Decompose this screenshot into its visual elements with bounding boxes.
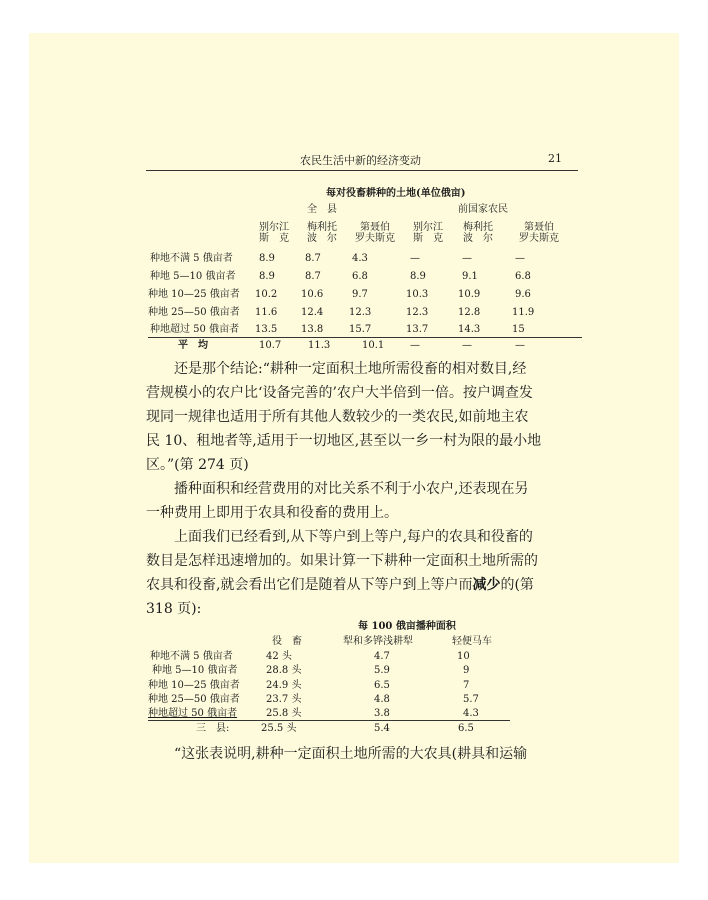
emphasis-text: 减少 [472,577,501,593]
table-1-caption: 每对役畜耕种的土地(单位俄亩) [326,188,466,199]
table-1-col-header: 第聂伯 罗夫斯克 [355,222,395,244]
table-1-rule [148,337,582,338]
table-2-col-header: 轻便马车 [452,636,492,647]
table-1-col-header: 别尔江 斯 克 [259,222,289,244]
body-text-2: “这张表说明,耕种一定面积土地所需的大农具(耕具和运输 [174,746,528,762]
table-1-col-header: 梅利托 波 尔 [307,222,337,244]
table-1-group-right: 前国家农民 [458,204,508,215]
running-header-title: 农民生活中新的经济变动 [300,154,421,167]
table-2-caption: 每 100 俄亩播种面积 [358,621,456,632]
table-1-col-header: 梅利托 波 尔 [463,222,493,244]
page-number: 21 [548,152,562,165]
table-1-col-header: 别尔江 斯 克 [413,222,443,244]
table-1-group-left: 全 县 [307,204,337,215]
table-2-rule [148,720,510,721]
header-rule [146,170,578,171]
table-2-col-header: 犁和多铧浅耕犁 [343,636,413,647]
table-2-col-header: 役 畜 [272,636,302,647]
body-text-1: 还是那个结论:“耕种一定面积土地所需役畜的相对数目,经 营规模小的农户比‘设备完善的’农户大半倍到一倍。按户调查发 现同一规律也适用于所有其他人数较少的一类农民,如前地主农 民 10、租地者等,适用于一切地区,甚至以一乡一村为限的最小地 区。”(第 274 页) 播种面积和经营费用的对比关系不利于小农户,还表现在另 一种费用上即用于农具和役畜的费用上。 上面我们已经看到,从下等户到上等户,每户的农具和役畜的 数目是怎样迅速增加的。如果计算一下耕种一定面积土地所需的 农具和役畜,就会看出它们是随着从下等户到上等户而减少的(第 318 页): [146,361,542,617]
table-1-col-header: 第聂伯 罗夫斯克 [519,222,559,244]
